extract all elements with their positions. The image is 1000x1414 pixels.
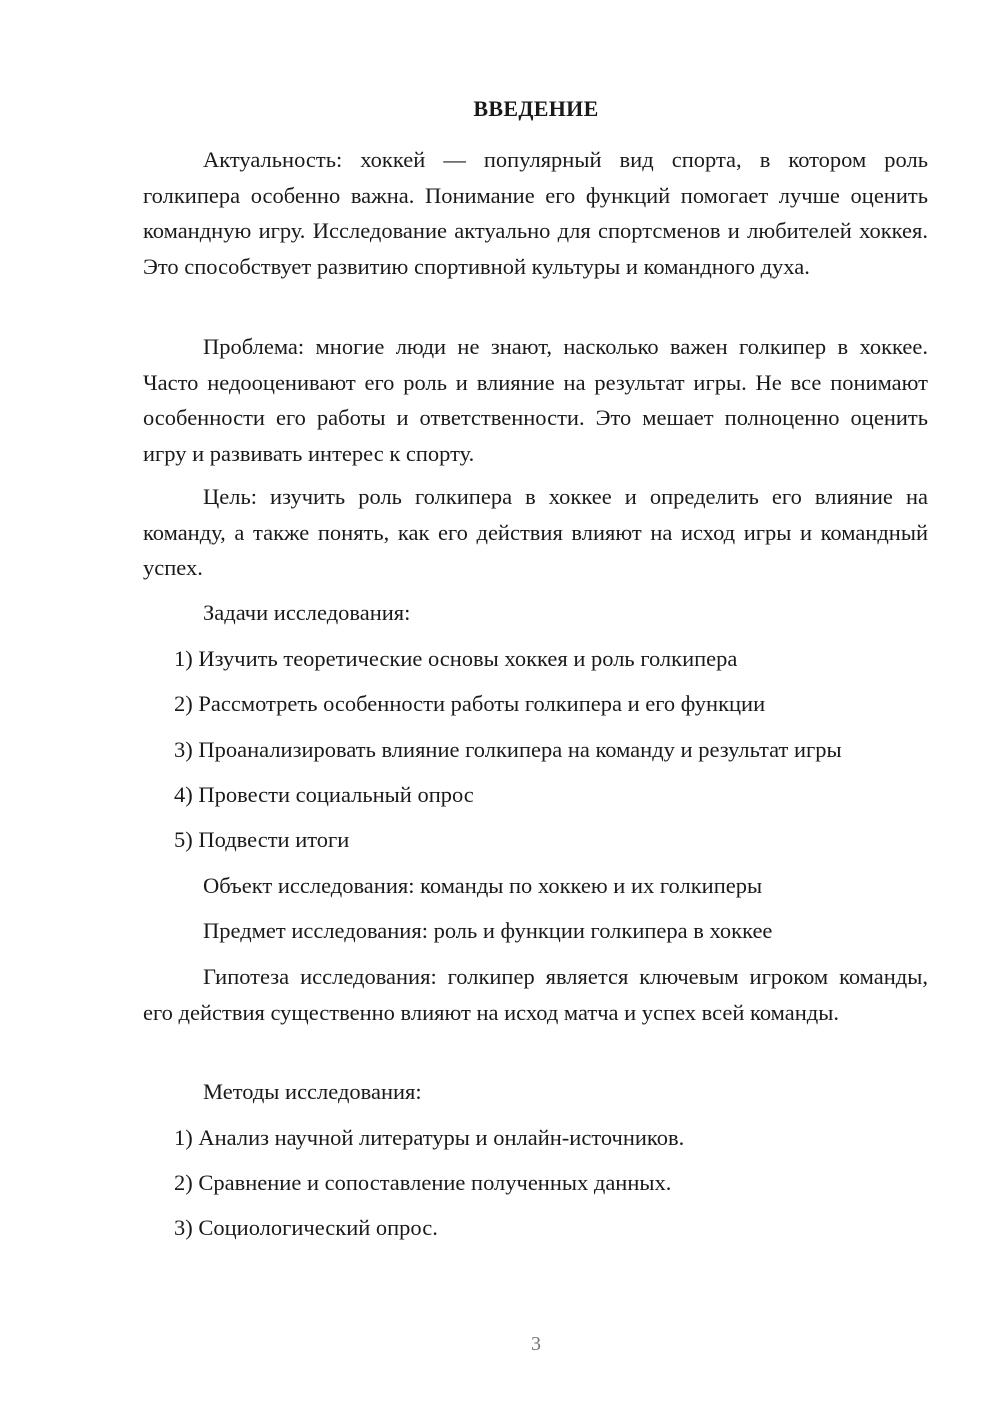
hypothesis-paragraph: Гипотеза исследования: голкипер является ключевым игроком команды, его действия существенно влияют на исход матча и успех всей команды. [143, 964, 928, 1025]
page-number: 3 [531, 1333, 541, 1355]
task-item: 1) Изучить теоретические основы хоккея и роль голкипера [174, 646, 738, 671]
research-subject: Предмет исследования: роль и функции голкипера в хоккее [203, 918, 773, 943]
page-title: ВВЕДЕНИЕ [473, 96, 599, 121]
methods-heading: Методы исследования: [203, 1079, 422, 1104]
method-item: 2) Сравнение и сопоставление полученных данных. [174, 1170, 672, 1195]
task-item: 4) Провести социальный опрос [174, 782, 474, 807]
task-item: 3) Проанализировать влияние голкипера на команду и результат игры [174, 737, 842, 762]
task-item: 5) Подвести итоги [174, 827, 350, 852]
tasks-heading: Задачи исследования: [203, 600, 411, 625]
method-item: 1) Анализ научной литературы и онлайн-источников. [174, 1125, 685, 1150]
task-item: 2) Рассмотреть особенности работы голкипера и его функции [174, 691, 766, 716]
problem-paragraph: Проблема: многие люди не знают, насколько важен голкипер в хоккее. Часто недооценивают его роль и влияние на результат игры. Не все понимают особенности его работы и ответственности. Это мешает полноценно оценить игру и развивать интерес к спорту. [143, 334, 928, 466]
research-object: Объект исследования: команды по хоккею и их голкиперы [203, 873, 763, 898]
relevance-paragraph: Актуальность: хоккей — популярный вид спорта, в котором роль голкипера особенно важна. Понимание его функций помогает лучше оценить командную игру. Исследование актуально для спортсменов и любителей хоккея. Это способствует развитию спортивной культуры и командного духа. [143, 147, 928, 279]
goal-paragraph: Цель: изучить роль голкипера в хоккее и определить его влияние на команду, а также понять, как его действия влияют на исход игры и командный успех. [143, 484, 928, 580]
method-item: 3) Социологический опрос. [174, 1215, 438, 1240]
